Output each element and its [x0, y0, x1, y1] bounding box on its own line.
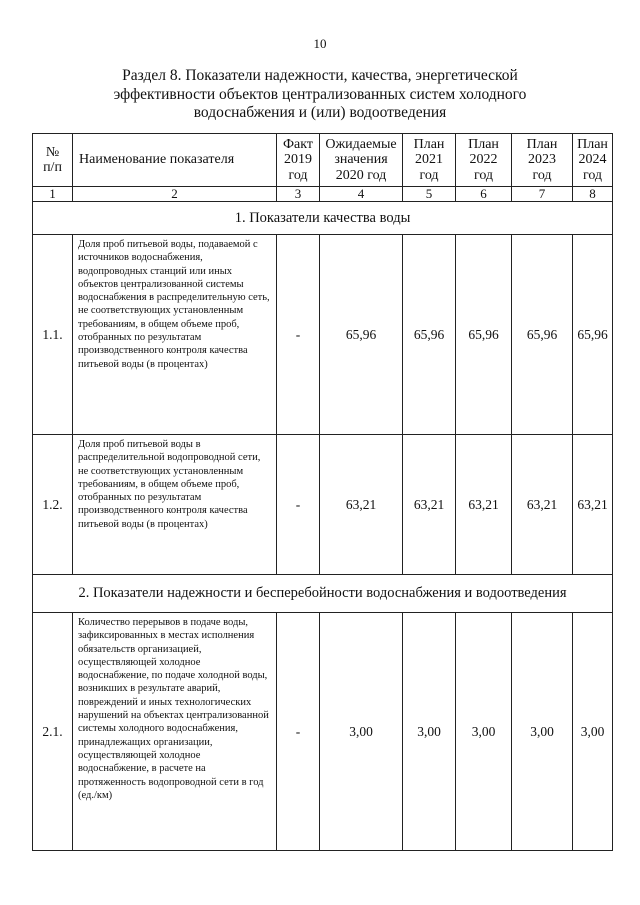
row-number: 1.2.	[33, 435, 73, 575]
column-number: 1	[33, 187, 73, 202]
indicator-name: Доля проб питьевой воды, подаваемой с источников водоснабжения, водопроводных станций или иных объектов централизованной системы водоснабжения в распределительную сеть, не соответствующих установленным требованиям, в общем объеме проб, отобранных по результатам производственного контроля качества питьевой воды (в процентах)	[73, 235, 277, 435]
header-cell-name: Наименование показателя	[73, 134, 277, 187]
header-cell-plan-2021: План 2021 год	[403, 134, 456, 187]
column-number: 4	[320, 187, 403, 202]
header-cell-plan-2022: План 2022 год	[456, 134, 512, 187]
value-plan-2022: 63,21	[456, 435, 512, 575]
header-cell-number: № п/п	[33, 134, 73, 187]
value-expected-2020: 63,21	[320, 435, 403, 575]
column-number: 2	[73, 187, 277, 202]
column-number-row	[33, 187, 613, 202]
value-expected-2020: 65,96	[320, 235, 403, 435]
column-number: 8	[573, 187, 613, 202]
header-row	[33, 134, 613, 187]
value-plan-2022: 65,96	[456, 235, 512, 435]
value-plan-2022: 3,00	[456, 613, 512, 851]
value-plan-2023: 63,21	[512, 435, 573, 575]
value-plan-2024: 65,96	[573, 235, 613, 435]
row-number: 1.1.	[33, 235, 73, 435]
table-row	[33, 613, 613, 851]
value-plan-2021: 3,00	[403, 613, 456, 851]
table-row	[33, 235, 613, 435]
group-title: 2. Показатели надежности и бесперебойности водоснабжения и водоотведения	[33, 575, 613, 613]
header-cell-plan-2023: План 2023 год	[512, 134, 573, 187]
value-plan-2024: 63,21	[573, 435, 613, 575]
section-title-line-1: Раздел 8. Показатели надежности, качества, энергетической	[122, 67, 518, 84]
indicator-name: Количество перерывов в подаче воды, зафиксированных в местах исполнения обязательств организацией, осуществляющей холодное водоснабжение, по подаче холодной воды, возникших в результате аварий, повреждений и иных технологических нарушений на объектах централизованной системы холодного водоснабжения, принадлежащих организации, осуществляющей холодное водоснабжение, в расчете на протяженность водопроводной сети в год (ед./км)	[73, 613, 277, 851]
value-plan-2023: 3,00	[512, 613, 573, 851]
section-title-line-2: эффективности объектов централизованных систем холодного	[113, 85, 527, 103]
value-plan-2023: 65,96	[512, 235, 573, 435]
group-title: 1. Показатели качества воды	[33, 202, 613, 235]
column-number: 7	[512, 187, 573, 202]
column-number: 6	[456, 187, 512, 202]
value-fact-2019: -	[277, 613, 320, 851]
section-title-line-3: водоснабжения и (или) водоотведения	[193, 104, 447, 121]
group-row-reliability	[33, 575, 613, 613]
group-row-water-quality	[33, 202, 613, 235]
value-fact-2019: -	[277, 435, 320, 575]
value-plan-2021: 63,21	[403, 435, 456, 575]
header-cell-fact-2019: Факт 2019 год	[277, 134, 320, 187]
column-number: 3	[277, 187, 320, 202]
value-fact-2019: -	[277, 235, 320, 435]
page-number: 10	[313, 36, 327, 51]
value-plan-2021: 65,96	[403, 235, 456, 435]
value-plan-2024: 3,00	[573, 613, 613, 851]
indicators-table	[32, 133, 613, 851]
value-expected-2020: 3,00	[320, 613, 403, 851]
table-row	[33, 435, 613, 575]
section-title	[90, 67, 550, 123]
indicator-name: Доля проб питьевой воды в распределительной водопроводной сети, не соответствующих установленным требованиям, в общем объеме проб, отобранных по результатам производственного контроля качества питьевой воды (в процентах)	[73, 435, 277, 575]
header-cell-plan-2024: План 2024 год	[573, 134, 613, 187]
row-number: 2.1.	[33, 613, 73, 851]
header-cell-expected-2020: Ожидаемые значения 2020 год	[320, 134, 403, 187]
column-number: 5	[403, 187, 456, 202]
